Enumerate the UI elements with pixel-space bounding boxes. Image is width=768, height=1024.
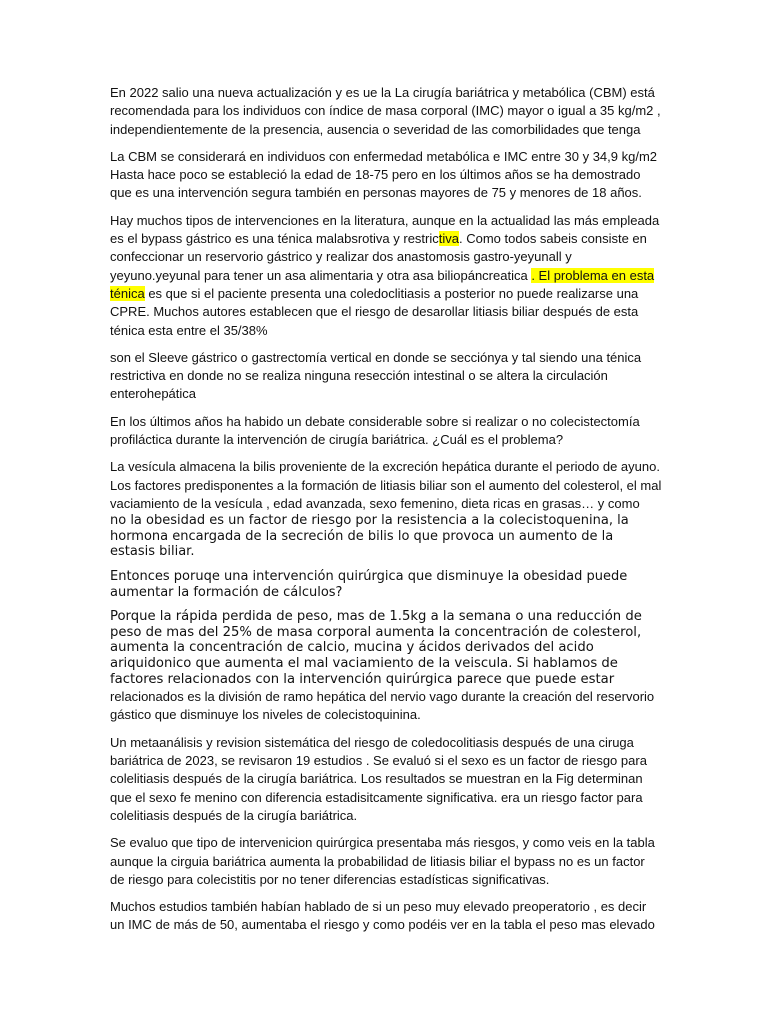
paragraph-vesicula-continued: no la obesidad es un factor de riesgo por la resistencia a la colecistoquenina, la hormona encargada de la secreción de bilis lo que provoca un aumento de la estasis biliar.	[110, 513, 629, 560]
paragraph-weight-loss: Porque la rápida perdida de peso, mas de 1.5kg a la semana o una reducción de peso de mas del 25% de masa corporal aumenta la concentración de colesterol, aumenta la concentración de calcio, mucina y ácidos derivados del acido ariquidonico que aumenta el mal vaciamiento de la veiscula. Si hablamos de factores relacionados con la intervención quirúrgica parece que puede estar	[110, 609, 642, 687]
paragraph-bypass-text-c: es que si el paciente presenta una coledoclitiasis a posterior no puede realizarse una CPRE. Muchos autores establecen que el riesgo de desarollar litiasis biliar después de esta ténica esta entre el 35/38%	[110, 285, 639, 338]
document-body	[110, 84, 662, 935]
paragraph-debate: En los últimos años ha habido un debate considerable sobre si realizar o no colecistectomía profiláctica durante la intervención de cirugía bariátrica. ¿Cuál es el problema?	[110, 413, 640, 448]
paragraph-bypass-text-b: . Como todos sabeis consiste en confeccionar un reservorio gástrico y realizar dos anastomosis gastro-yeyunall y yeyuno.yeyunal para tener un asa alimentaria y otra asa biliopáncreatica	[110, 231, 647, 283]
paragraph-bypass-text-a: Hay muchos tipos de intervenciones en la literatura, aunque en la actualidad las más empleada es el bypass gástrico es una ténica malabsrotiva y restric	[110, 212, 660, 247]
paragraph-cbm-criteria: La CBM se considerará en individuos con enfermedad metabólica e IMC entre 30 y 34,9 kg/m2 Hasta hace poco se estableció la edad de 18-75 pero en los últimos años se ha demostrado que es una intervención segura también en personas mayores de 75 y menores de 18 años.	[110, 148, 658, 201]
paragraph-intervention-risk: Se evaluo que tipo de intervenicion quirúrgica presentaba más riesgos, y como veis en la tabla aunque la cirguia bariátrica aumenta la probabilidad de litiasis biliar el bypass no es un factor de riesgo para colecistitis por no tener diferencias estadísticas significativas.	[110, 835, 655, 887]
paragraph-sleeve: son el Sleeve gástrico o gastrectomía vertical en donde se secciónya y tal siendo una ténica restrictiva en donde no se realiza ninguna resección intestinal o se altera la circulación enterohepática	[110, 349, 642, 402]
paragraph-cbm-update: En 2022 salio una nueva actualización y es ue la La cirugía bariátrica y metabólica (CBM) está recomendada para los individuos con índice de masa corporal (IMC) mayor o igual a 35 kg/m2 , independientemente de la presencia, ausencia o severidad de las comorbilidades que tenga	[110, 85, 661, 137]
paragraph-vesicula: La vesícula almacena la bilis proveniente de la excreción hepática durante el periodo de ayuno. Los factores predisponentes a la formación de litiasis biliar son el aumento del colesterol, el mal vaciamiento de la vesícula , edad avanzada, sexo femenino, dieta ricas en grasas… y como	[110, 459, 662, 511]
paragraph-bypass	[110, 212, 662, 340]
paragraph-question: Entonces poruqe una intervención quirúrgica que disminuye la obesidad puede aumentar la formación de cálculos?	[110, 569, 628, 600]
paragraph-imc: Muchos estudios también habían hablado de si un peso muy elevado preoperatorio , es decir un IMC de más de 50, aumentaba el riesgo y como podéis ver en la tabla el peso mas elevado	[110, 899, 655, 933]
highlight-problema: . El problema en esta ténica	[110, 267, 655, 301]
paragraph-weight-loss-continued: relacionados es la división de ramo hepática del nervio vago durante la creación del reservorio gástico que disminuye los niveles de colecistoquinina.	[110, 689, 655, 723]
paragraph-metaanalysis: Un metaanálisis y revision sistemática del riesgo de coledocolitiasis después de una ciruga bariátrica de 2023, se revisaron 19 estudios . Se evaluó si el sexo es un factor de riesgo para colelitiasis después de la cirugía bariátrica. Los resultados se muestran en la Fig determinan que el sexo fe menino con diferencia estadisitcamente significativa. era un riesgo factor para colelitiasis después de la cirugía bariátrica.	[110, 734, 647, 823]
highlight-tiva: tiva	[438, 231, 459, 247]
